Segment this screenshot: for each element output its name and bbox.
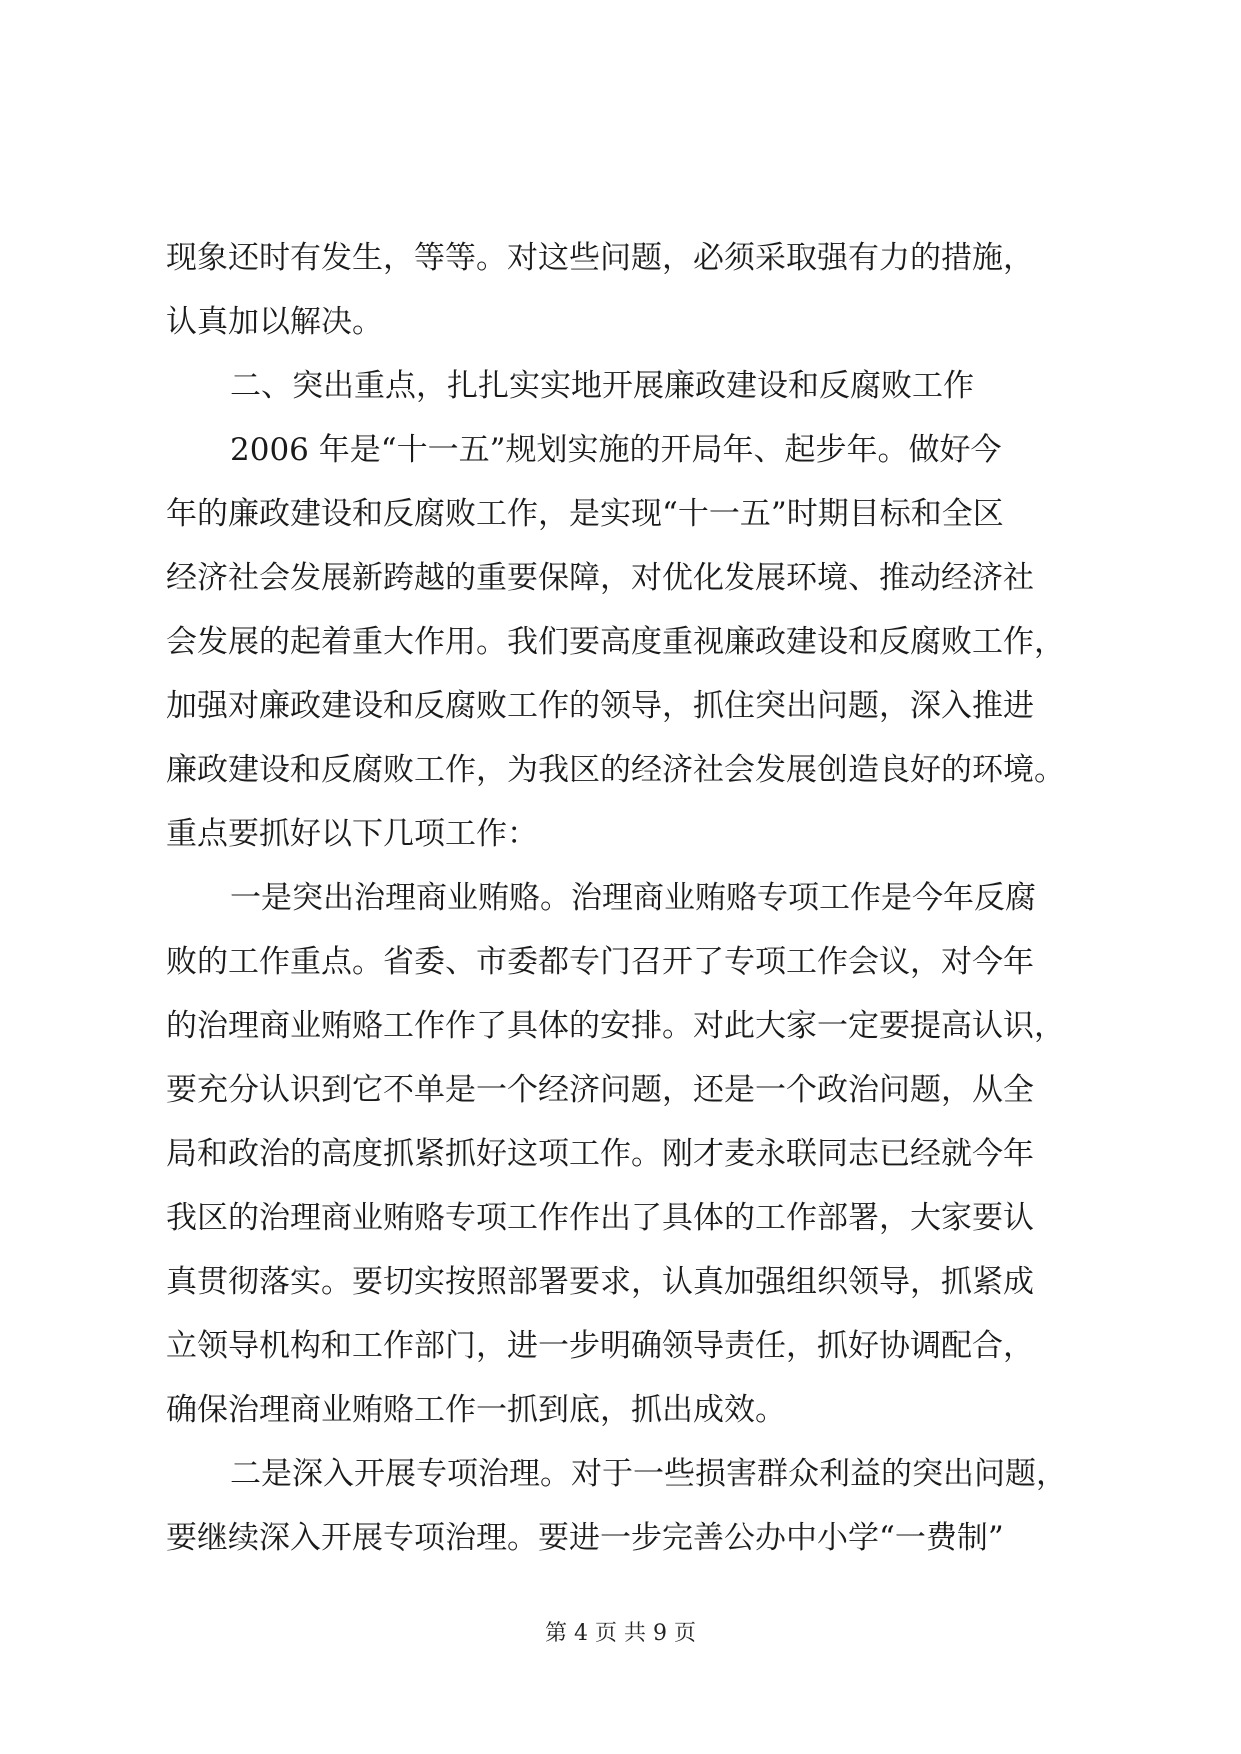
text-line: 立领导机构和工作部门，进一步明确领导责任，抓好协调配合， — [166, 1328, 1034, 1364]
text-line: 二、突出重点，扎扎实实地开展廉政建设和反腐败工作 — [230, 368, 974, 404]
text-line: 要继续深入开展专项治理。要进一步完善公办中小学“一费制” — [166, 1520, 1004, 1556]
text-line: 认真加以解决。 — [166, 304, 383, 340]
text-line: 重点要抓好以下几项工作： — [166, 816, 538, 852]
text-line: 廉政建设和反腐败工作，为我区的经济社会发展创造良好的环境。 — [166, 752, 1065, 788]
text-line: 现象还时有发生，等等。对这些问题，必须采取强有力的措施， — [166, 240, 1034, 276]
text-line: 2006 年是“十一五”规划实施的开局年、起步年。做好今 — [230, 432, 1002, 468]
text-line: 会发展的起着重大作用。我们要高度重视廉政建设和反腐败工作， — [166, 624, 1065, 660]
text-line: 年的廉政建设和反腐败工作，是实现“十一五”时期目标和全区 — [166, 496, 1004, 532]
text-line: 我区的治理商业贿赂专项工作作出了具体的工作部署，大家要认 — [166, 1200, 1034, 1236]
text-line: 一是突出治理商业贿赂。治理商业贿赂专项工作是今年反腐 — [230, 880, 1036, 916]
text-line: 败的工作重点。省委、市委都专门召开了专项工作会议，对今年 — [166, 944, 1034, 980]
text-line: 的治理商业贿赂工作作了具体的安排。对此大家一定要提高认识， — [166, 1008, 1065, 1044]
text-line: 真贯彻落实。要切实按照部署要求，认真加强组织领导，抓紧成 — [166, 1264, 1034, 1300]
text-line: 二是深入开展专项治理。对于一些损害群众利益的突出问题， — [230, 1456, 1067, 1492]
text-line: 要充分认识到它不单是一个经济问题，还是一个政治问题，从全 — [166, 1072, 1034, 1108]
text-line: 加强对廉政建设和反腐败工作的领导，抓住突出问题，深入推进 — [166, 688, 1034, 724]
page-footer: 第 4 页 共 9 页 — [545, 1621, 696, 1646]
text-line: 经济社会发展新跨越的重要保障，对优化发展环境、推动经济社 — [166, 560, 1034, 596]
text-line: 局和政治的高度抓紧抓好这项工作。刚才麦永联同志已经就今年 — [166, 1136, 1034, 1172]
text-line: 确保治理商业贿赂工作一抓到底，抓出成效。 — [166, 1392, 786, 1428]
document-body — [166, 226, 1090, 1570]
